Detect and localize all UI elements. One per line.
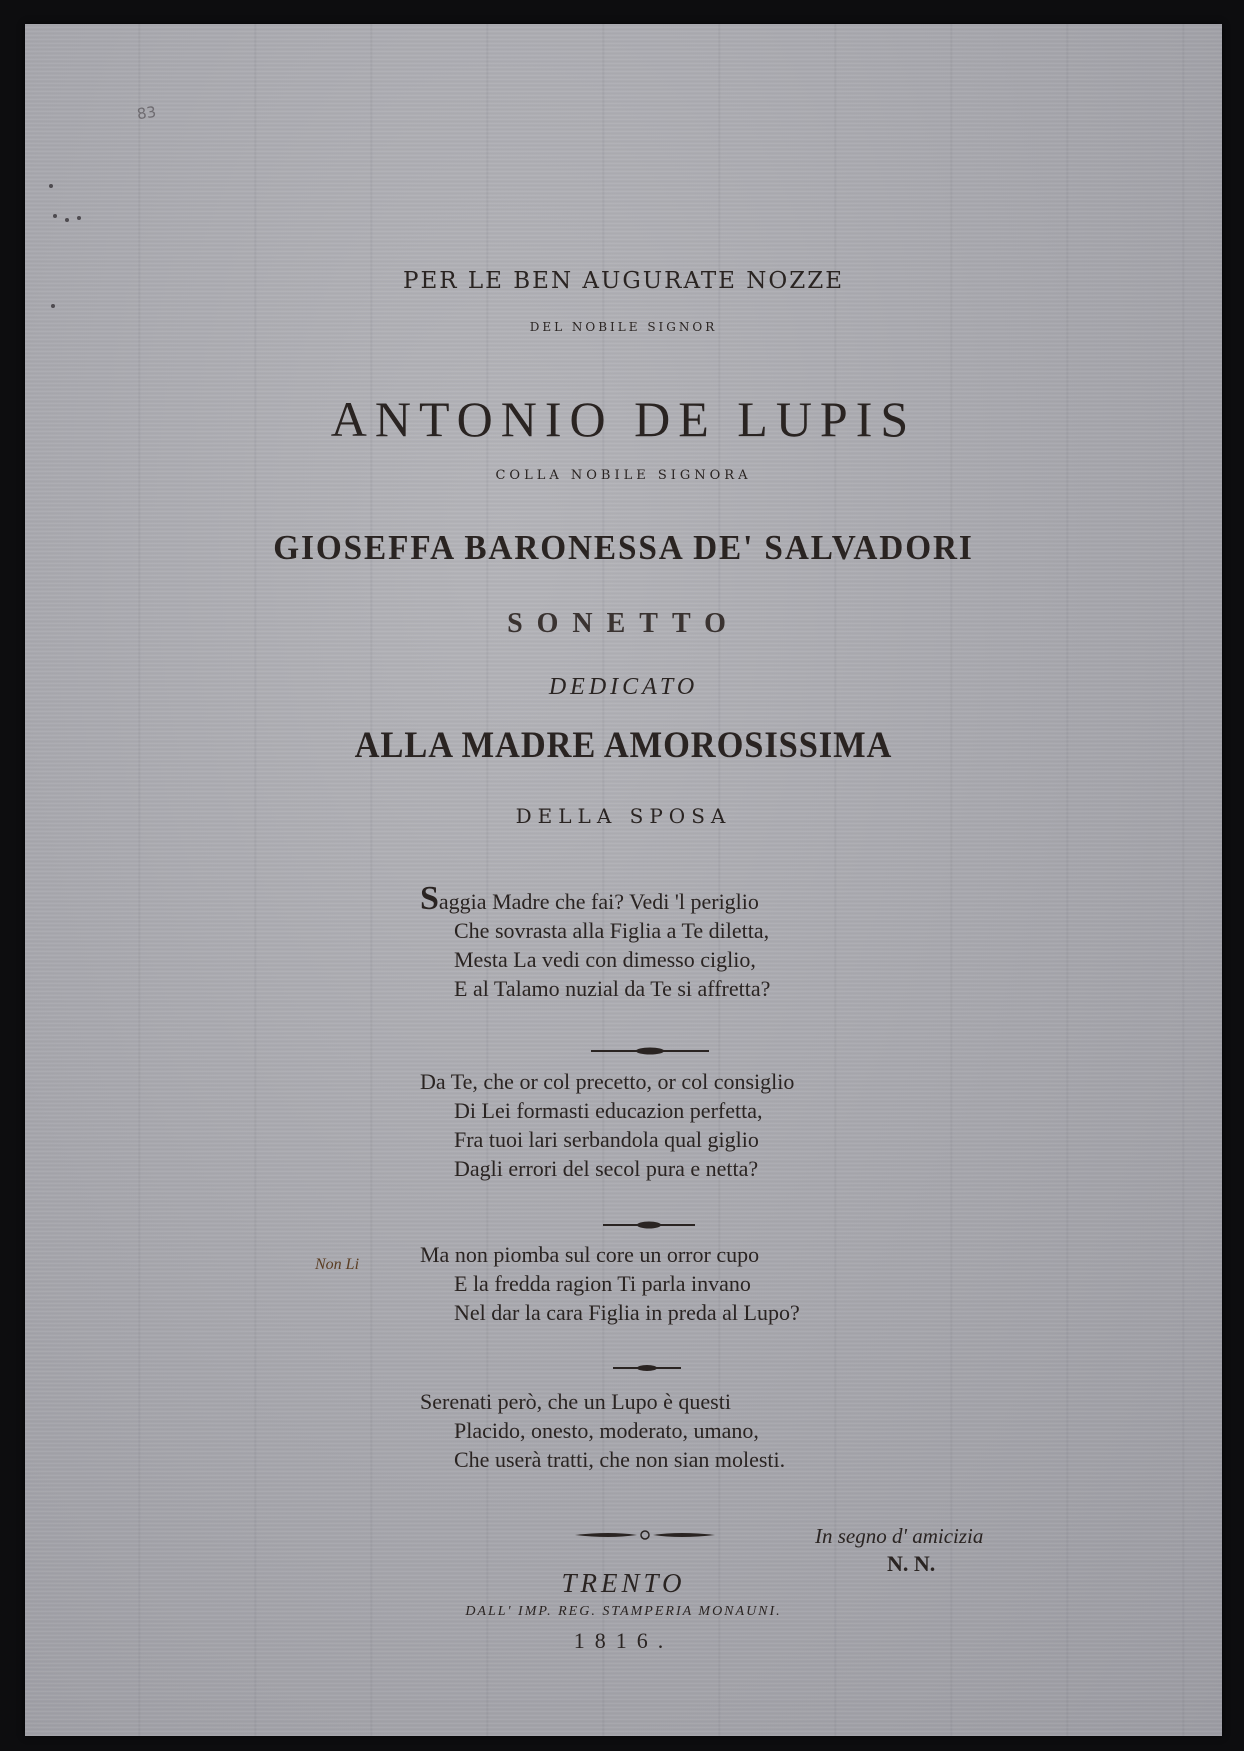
document-sheet <box>25 24 1222 1736</box>
signature-initials: N. N. <box>887 1551 936 1576</box>
poem-line: Da Te, che or col precetto, or col consiglio <box>420 1069 795 1094</box>
heading-bride-title: COLLA NOBILE SIGNORA <box>495 468 752 483</box>
poem-line: Ma non piomba sul core un orror cupo <box>420 1242 760 1267</box>
poem-line: Fra tuoi lari serbandola qual giglio <box>454 1127 759 1152</box>
poem-line: E al Talamo nuzial da Te si affretta? <box>454 976 771 1001</box>
heading-occasion: PER LE BEN AUGURATE NOZZE <box>403 268 844 294</box>
poem-line: Che userà tratti, che non sian molesti. <box>454 1447 786 1472</box>
imprint-year: 1816. <box>573 1628 674 1653</box>
drop-cap: S <box>420 880 439 917</box>
pencil-note: 83 <box>135 102 158 124</box>
stanza-1 <box>420 880 771 1003</box>
heading-groom-name: ANTONIO DE LUPIS <box>330 391 917 447</box>
poem-line: Di Lei formasti educazion perfetta, <box>454 1098 763 1123</box>
stanza-3 <box>420 1240 800 1327</box>
heading-groom-title: DEL NOBILE SIGNOR <box>529 320 718 334</box>
poem-line: Serenati però, che un Lupo è questi <box>420 1389 731 1414</box>
heading-genre: SONETTO <box>507 608 740 639</box>
heading-dedicated: DEDICATO <box>548 674 699 700</box>
ornament-divider <box>603 1220 695 1230</box>
signature-dedication: In segno d' amicizia <box>815 1524 984 1548</box>
poem-line: E la fredda ragion Ti parla invano <box>454 1271 751 1296</box>
handwritten-margin-note: Non Li <box>315 1256 360 1273</box>
heading-bride-name: GIOSEFFA BARONESSA DE' SALVADORI <box>273 528 974 567</box>
ornament-divider <box>591 1046 709 1056</box>
poem-line: Placido, onesto, moderato, umano, <box>454 1418 759 1443</box>
heading-dedicatee: ALLA MADRE AMOROSISSIMA <box>354 725 893 766</box>
heading-dedicatee-tail: DELLA SPOSA <box>515 804 732 828</box>
ornament-divider <box>575 1530 715 1540</box>
poem-line: Saggia Madre che fai? Vedi 'l periglio <box>420 880 759 917</box>
imprint-city: TRENTO <box>561 1568 686 1598</box>
poem-line: Mesta La vedi con dimesso ciglio, <box>454 947 756 972</box>
imprint-printer: DALL' IMP. REG. STAMPERIA MONAUNI. <box>465 1604 782 1619</box>
poem-line: Dagli errori del secol pura e netta? <box>454 1156 759 1181</box>
poem-line: Che sovrasta alla Figlia a Te diletta, <box>454 918 770 943</box>
stanza-2 <box>420 1067 794 1183</box>
ornament-divider <box>613 1363 681 1373</box>
poem-line: Nel dar la cara Figlia in preda al Lupo? <box>454 1300 800 1325</box>
stanza-4 <box>420 1387 785 1474</box>
